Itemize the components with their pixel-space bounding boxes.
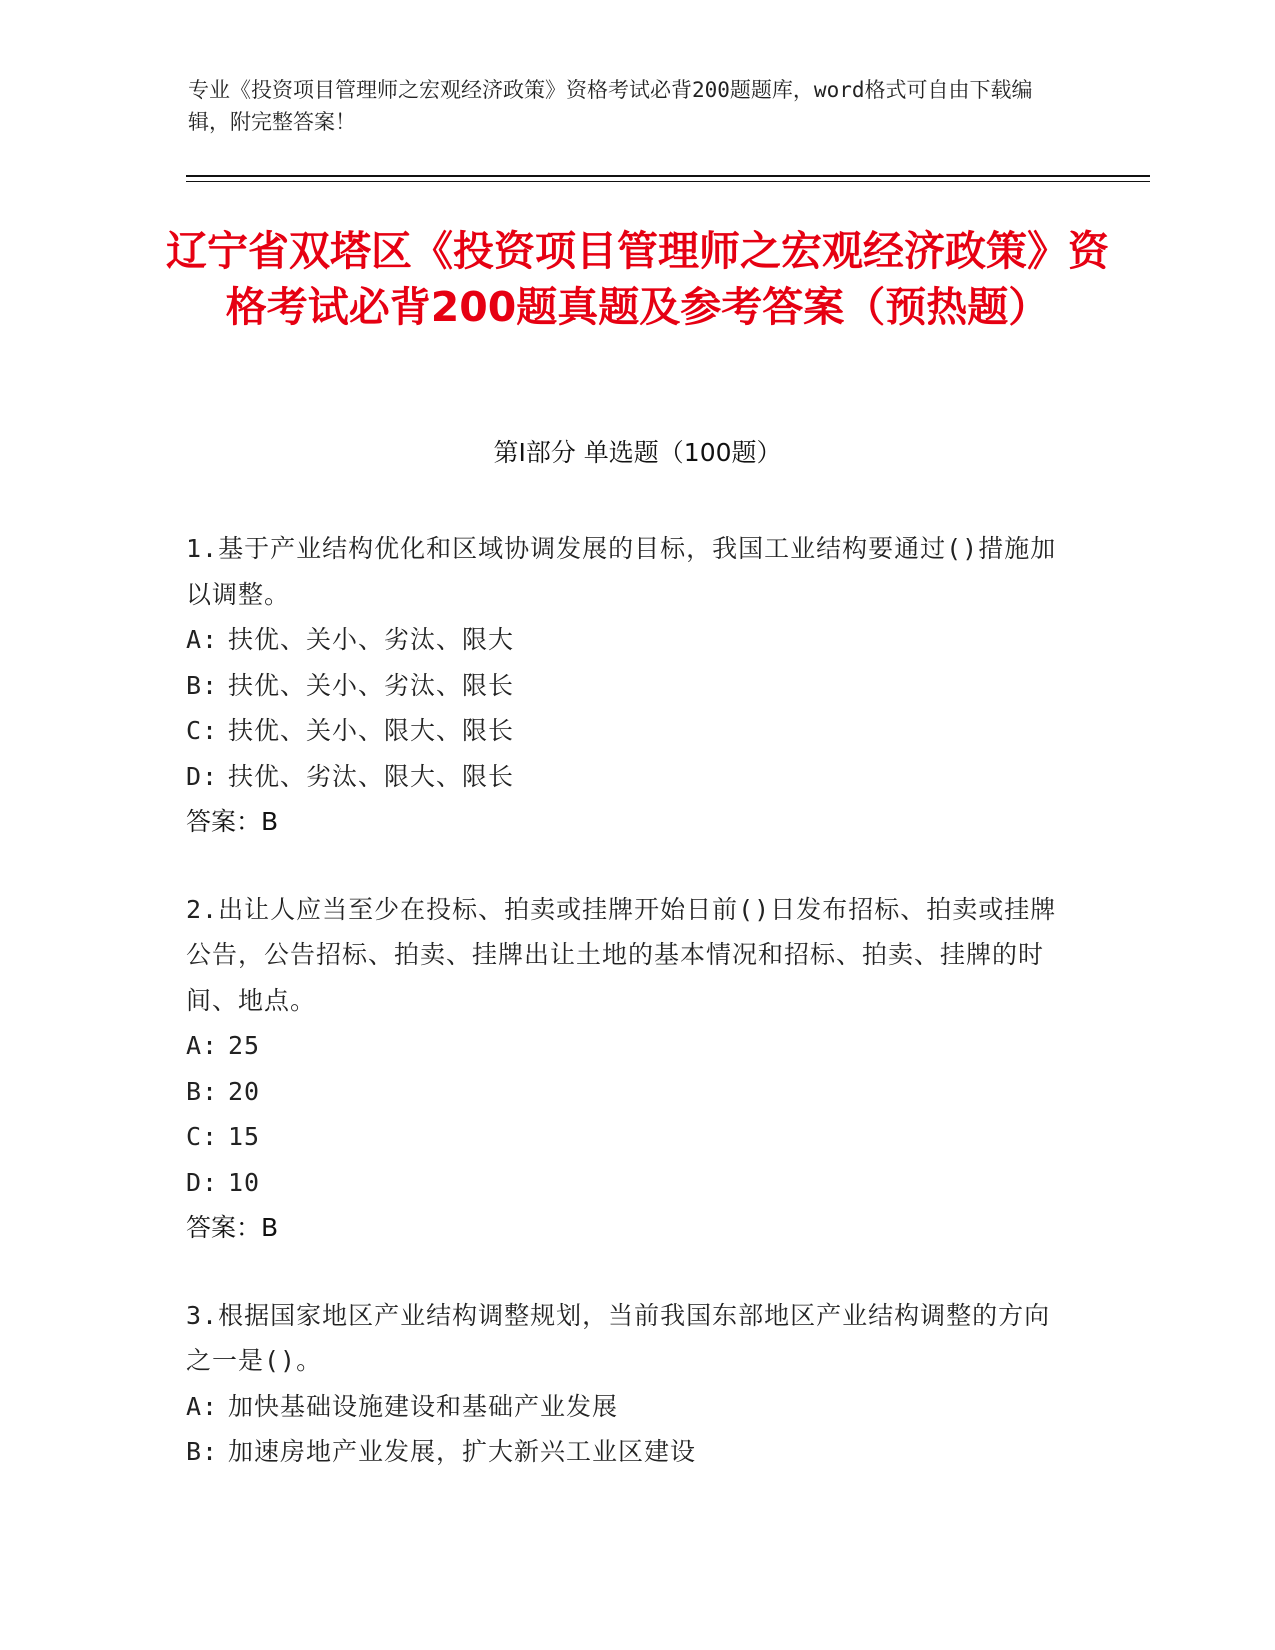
- option-d: [186, 754, 1066, 800]
- option-text: 20: [228, 1076, 261, 1106]
- answer-value: B: [261, 1213, 279, 1242]
- header-divider-thick: [186, 175, 1150, 177]
- option-text: 扶优、关小、劣汰、限大: [228, 625, 515, 654]
- question-stem: 2.出让人应当至少在投标、拍卖或挂牌开始日前()日发布招标、拍卖或挂牌公告，公告招标、拍卖、挂牌出让土地的基本情况和招标、拍卖、挂牌的时间、地点。: [186, 894, 1057, 1015]
- question-1: [186, 526, 1066, 845]
- option-text: 25: [228, 1031, 261, 1060]
- option-text: 扶优、关小、限大、限长: [228, 716, 515, 745]
- question-2: [186, 887, 1066, 1251]
- option-text: 加速房地产业发展，扩大新兴工业区建设: [228, 1437, 697, 1466]
- answer-line: [186, 799, 1066, 845]
- option-a: [186, 617, 1066, 663]
- answer-label: 答案：: [186, 807, 262, 836]
- option-key: A:: [186, 1391, 219, 1421]
- option-c: [186, 708, 1066, 754]
- answer-value: B: [261, 807, 279, 836]
- question-list: [186, 526, 1066, 1517]
- document-title: 辽宁省双塔区《投资项目管理师之宏观经济政策》资格考试必背200题真题及参考答案（预热题）: [166, 227, 1109, 331]
- option-text: 扶优、劣汰、限大、限长: [228, 761, 515, 791]
- option-d: [186, 1160, 1066, 1206]
- option-b: [186, 1429, 1066, 1475]
- option-text: 10: [228, 1167, 261, 1197]
- option-a: [186, 1384, 1066, 1430]
- option-c: [186, 1114, 1066, 1160]
- option-key: C:: [186, 1122, 219, 1151]
- option-text: 加快基础设施建设和基础产业发展: [228, 1391, 619, 1421]
- option-key: A:: [186, 1031, 219, 1060]
- header-divider-thin: [186, 181, 1150, 182]
- question-stem: 1.基于产业结构优化和区域协调发展的目标，我国工业结构要通过()措施加以调整。: [186, 534, 1057, 609]
- option-key: D:: [186, 761, 219, 791]
- option-b: [186, 1069, 1066, 1115]
- option-key: A:: [186, 625, 219, 654]
- question-3: [186, 1293, 1066, 1475]
- header-note: 专业《投资项目管理师之宏观经济政策》资格考试必背200题题库，word格式可自由下载编辑，附完整答案！: [188, 78, 1033, 134]
- option-key: C:: [186, 716, 219, 745]
- answer-line: [186, 1205, 1066, 1251]
- option-key: D:: [186, 1167, 219, 1197]
- answer-label: 答案：: [186, 1213, 262, 1242]
- question-stem: 3.根据国家地区产业结构调整规划，当前我国东部地区产业结构调整的方向之一是()。: [186, 1300, 1051, 1375]
- option-text: 扶优、关小、劣汰、限长: [228, 670, 515, 700]
- option-text: 15: [228, 1122, 261, 1151]
- option-b: [186, 663, 1066, 709]
- option-key: B:: [186, 670, 219, 700]
- option-key: B:: [186, 1076, 219, 1106]
- option-a: [186, 1023, 1066, 1069]
- option-key: B:: [186, 1437, 219, 1466]
- section-heading: 第Ⅰ部分 单选题（100题）: [493, 438, 782, 467]
